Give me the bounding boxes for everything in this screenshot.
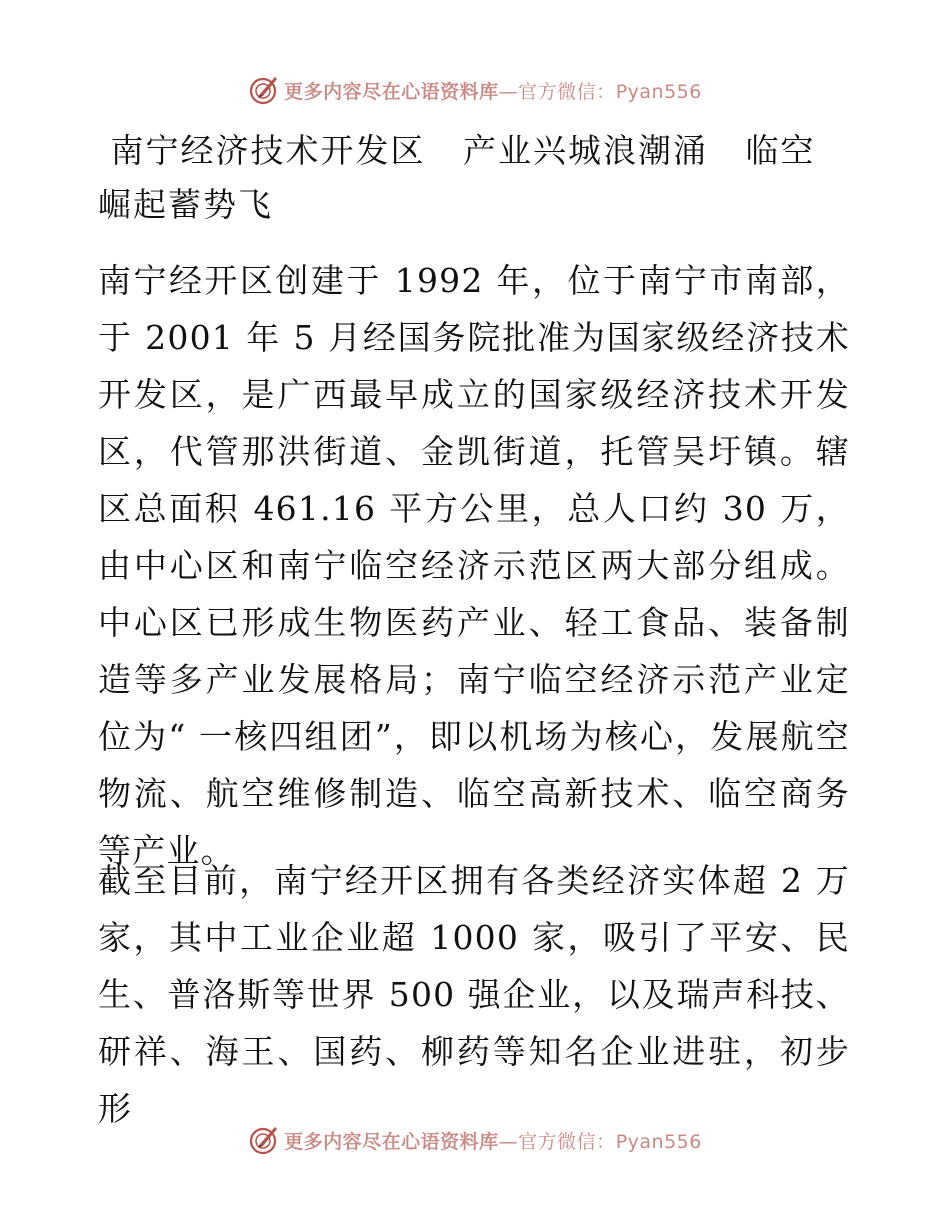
footer-banner — [0, 1122, 950, 1158]
header-banner — [0, 72, 950, 108]
body-paragraph-1: 南宁经开区创建于 1992 年，位于南宁市南部，于 2001 年 5 月经国务院批准为国家级经济技术开发区，是广西最早成立的国家级经济技术开发区，代管那洪街道、金凯街道，托管吴圩镇。辖区总面积 461.16 平方公里，总人口约 30 万，由中心区和南宁临空经济示范区两大部分组成。中心区已形成生物医药产业、轻工食品、装备制造等多产业发展格局；南宁临空经济示范产业定位为“ 一核四组团”，即以机场为核心，发展航空物流、航空维修制造、临空高新技术、临空商务等产业。 — [98, 261, 850, 870]
quill-pen-seal-icon — [248, 74, 280, 106]
document-title: 南宁经济技术开发区 产业兴城浪潮涌 临空崛起蓄势飞 — [98, 131, 816, 224]
body-paragraph-2: 截至目前，南宁经开区拥有各类经济实体超 2 万家，其中工业企业超 1000 家，吸引了平安、民生、普洛斯等世界 500 强企业，以及瑞声科技、研祥、海王、国药、柳药等知名企业进驻，初步形 — [98, 861, 850, 1128]
quill-pen-seal-icon — [248, 1124, 280, 1156]
footer-banner-text: 更多内容尽在心语资料库—官方微信：Pyan556 — [284, 1130, 702, 1153]
header-banner-text: 更多内容尽在心语资料库—官方微信：Pyan556 — [284, 80, 702, 103]
